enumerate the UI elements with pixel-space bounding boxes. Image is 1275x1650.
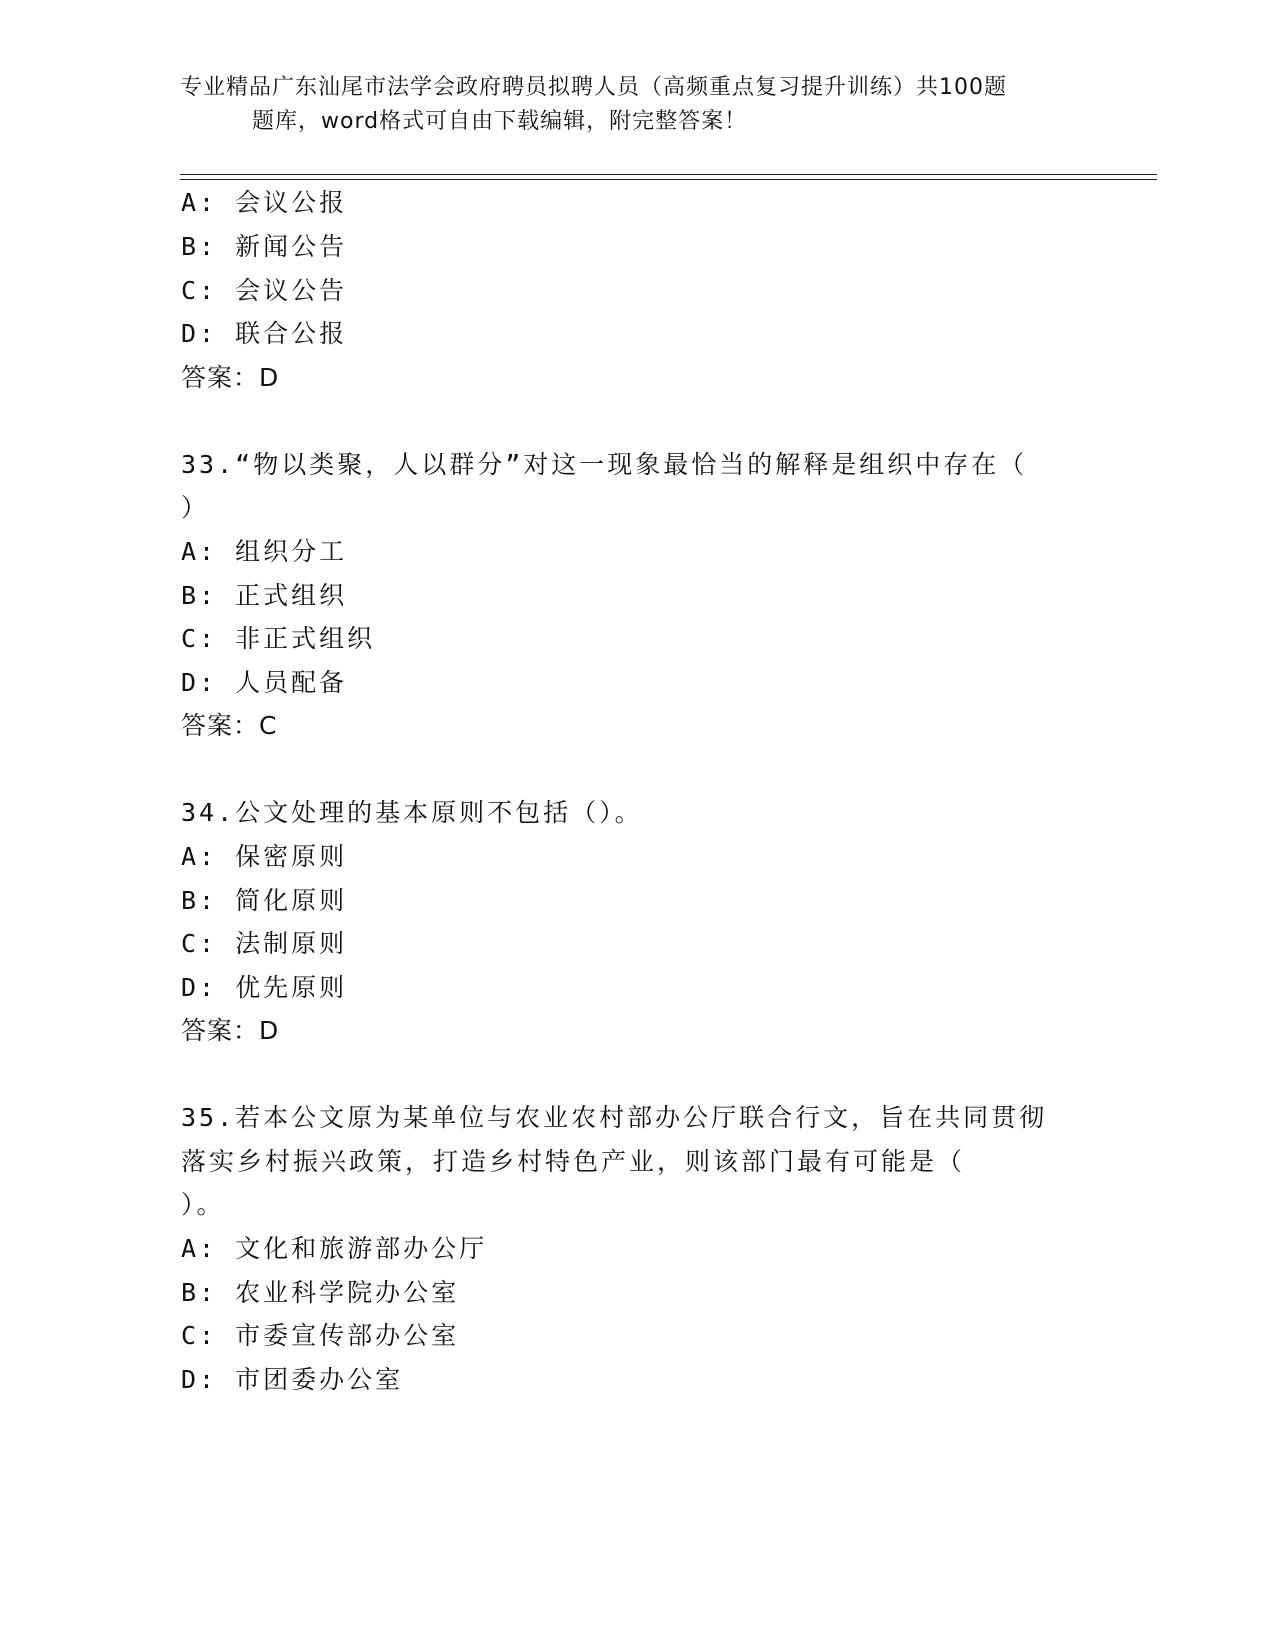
q33-stem-line-2: ） (181, 493, 210, 522)
q35-stem-line-3: ）。 (181, 1190, 225, 1219)
q33-option-c: C: 非正式组织 (181, 624, 376, 653)
q35-stem-line-1: 35.若本公文原为某单位与农业农村部办公厅联合行文，旨在共同贯彻 (181, 1103, 1048, 1132)
q34-option-d: D: 优先原则 (181, 973, 348, 1002)
q32-option-b: B: 新闻公告 (181, 232, 348, 261)
q33-option-b: B: 正式组织 (181, 581, 348, 610)
header-divider-top (180, 174, 1157, 175)
q35-option-b: B: 农业科学院办公室 (181, 1278, 460, 1307)
q34-stem-line-1: 34.公文处理的基本原则不包括（）。 (181, 798, 643, 827)
q32-answer: 答案：D (181, 363, 280, 392)
q35-stem-line-2: 落实乡村振兴政策，打造乡村特色产业，则该部门最有可能是（ (181, 1147, 966, 1176)
q34-option-c: C: 法制原则 (181, 929, 348, 958)
q32-option-d: D: 联合公报 (181, 319, 348, 348)
q35-option-c: C: 市委宣传部办公室 (181, 1321, 460, 1350)
q35-option-d: D: 市团委办公室 (181, 1365, 404, 1394)
q34-option-b: B: 简化原则 (181, 886, 348, 915)
q32-option-a: A: 会议公报 (181, 188, 348, 217)
q32-option-c: C: 会议公告 (181, 276, 348, 305)
header-divider-bottom (180, 179, 1157, 180)
q33-option-d: D: 人员配备 (181, 668, 348, 697)
q33-answer: 答案：C (181, 711, 278, 740)
q34-answer: 答案：D (181, 1016, 280, 1045)
header-title-line-1: 专业精品广东汕尾市法学会政府聘员拟聘人员（高频重点复习提升训练）共100题 (180, 75, 1007, 100)
header-title-line-2: 题库，word格式可自由下载编辑，附完整答案！ (252, 109, 748, 134)
q35-option-a: A: 文化和旅游部办公厅 (181, 1234, 488, 1263)
q33-stem-line-1: 33.“物以类聚，人以群分”对这一现象最恰当的解释是组织中存在（ (181, 450, 1028, 479)
q33-option-a: A: 组织分工 (181, 537, 348, 566)
q34-option-a: A: 保密原则 (181, 842, 348, 871)
